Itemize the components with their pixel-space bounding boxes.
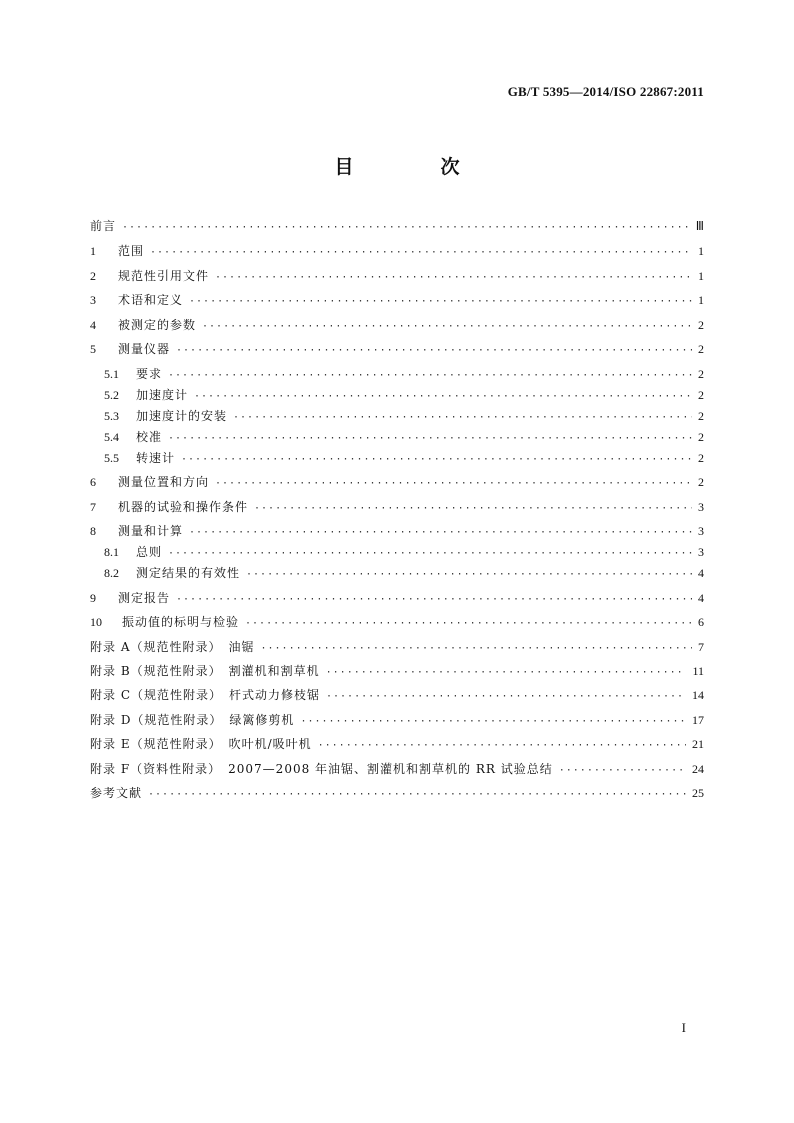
toc-entry-page: 2 [698,430,704,444]
toc-entry-page: 17 [692,713,704,727]
toc-entry-page: 6 [698,615,704,629]
toc-entry[interactable] [104,427,704,447]
toc-entry-label: 附录 E（规范性附录） 吹叶机/吸叶机 [90,737,312,751]
toc-entry-number: 5.2 [104,388,119,402]
toc-entry-label: 术语和定义 [118,293,184,307]
toc-entry[interactable] [90,521,704,541]
dot-leader [318,736,686,756]
dot-leader [246,565,692,585]
toc-entry-label: 测量和计算 [118,524,184,538]
toc-entry-label: 前言 [90,219,117,233]
toc-entry-page: 25 [692,786,704,800]
toc-entry[interactable] [90,637,704,657]
toc-entry-label: 附录 B（规范性附录） 割灌机和割草机 [90,664,320,678]
dot-leader [300,712,686,732]
dot-leader [233,408,692,428]
toc-entry-label: 加速度计的安装 [136,409,228,423]
toc-entry-label: 测定结果的有效性 [136,566,241,580]
toc-entry-label: 要求 [136,367,163,381]
toc-entry[interactable] [104,385,704,405]
toc-entry[interactable] [90,241,704,261]
toc-entry-page: 3 [698,500,704,514]
toc-entry-label: 被测定的参数 [118,318,197,332]
dot-leader [194,387,692,407]
toc-entry-page: 14 [692,688,704,702]
toc-entry-label: 测定报告 [118,591,171,605]
toc-entry-label: 规范性引用文件 [118,269,210,283]
toc-entry[interactable] [90,315,704,335]
toc-entry-number: 6 [90,475,96,489]
toc-entry[interactable] [90,783,704,803]
toc-entry-label: 加速度计 [136,388,189,402]
toc-entry-label: 机器的试验和操作条件 [118,500,249,514]
toc-entry[interactable] [104,563,704,583]
dot-leader [245,614,692,634]
toc-entry-page: 7 [698,640,704,654]
toc-entry-number: 1 [90,244,96,258]
dot-leader [148,785,686,805]
toc-entry-page: 1 [698,293,704,307]
dot-leader [189,292,692,312]
toc-entry[interactable] [90,685,704,705]
toc-entry[interactable] [90,612,704,632]
toc-entry[interactable] [90,759,704,779]
toc-entry-label: 附录 F（资料性附录） 2007—2008 年油锯、割灌机和割草机的 RR 试验总结 [90,762,553,776]
toc-entry-page: 2 [698,388,704,402]
toc-entry-label: 测量仪器 [118,342,171,356]
toc-entry-label: 转速计 [136,451,176,465]
toc-entry-number: 5.3 [104,409,119,423]
toc-entry[interactable] [90,710,704,730]
page-number: I [681,1020,686,1035]
dot-leader [176,341,692,361]
toc-entry[interactable] [90,339,704,359]
toc-entry-number: 10 [90,615,102,629]
dot-leader [559,761,686,781]
toc-entry-label: 测量位置和方向 [118,475,210,489]
toc-entry-label: 范围 [118,244,145,258]
toc-entry[interactable] [90,472,704,492]
toc-entry-page: 2 [698,409,704,423]
toc-entry-page: 11 [692,664,704,678]
toc-entry-number: 5.5 [104,451,119,465]
toc-entry-page: Ⅲ [695,219,704,233]
toc-entry[interactable] [104,364,704,384]
toc-entry-number: 3 [90,293,96,307]
toc-entry-number: 8.2 [104,566,119,580]
toc-entry-page: 4 [698,591,704,605]
toc-entry-label: 附录 D（规范性附录） 绿篱修剪机 [90,713,295,727]
toc-entry[interactable] [90,661,704,681]
toc-entry[interactable] [90,216,704,236]
toc-entry-label: 总则 [136,545,163,559]
toc-entry-number: 5.4 [104,430,119,444]
toc-entry[interactable] [104,406,704,426]
toc-entry[interactable] [90,734,704,754]
toc-entry-page: 2 [698,475,704,489]
dot-leader [189,523,692,543]
dot-leader [326,663,687,683]
toc-entry-page: 2 [698,367,704,381]
toc-entry-page: 2 [698,342,704,356]
toc-entry[interactable] [90,497,704,517]
toc-entry-number: 4 [90,318,96,332]
toc-entry-page: 4 [698,566,704,580]
toc-entry-page: 1 [698,244,704,258]
toc-entry-number: 5.1 [104,367,119,381]
toc-entry[interactable] [90,588,704,608]
dot-leader [215,268,692,288]
dot-leader [254,499,692,519]
toc-entry-label: 参考文献 [90,786,143,800]
toc-entry-page: 2 [698,451,704,465]
standard-code: GB/T 5395—2014/ISO 22867:2011 [507,84,704,99]
toc-entry-page: 24 [692,762,704,776]
dot-leader [181,450,692,470]
toc-entry-page: 21 [692,737,704,751]
dot-leader [215,474,692,494]
dot-leader [122,218,690,238]
toc-entry-label: 校准 [136,430,163,444]
dot-leader [176,590,692,610]
toc-entry-number: 9 [90,591,96,605]
toc-entry-number: 8.1 [104,545,119,559]
toc-entry[interactable] [90,290,704,310]
toc-entry[interactable] [90,266,704,286]
dot-leader [168,429,692,449]
dot-leader [260,639,692,659]
dot-leader [150,243,692,263]
dot-leader [168,366,692,386]
toc-entry-page: 1 [698,269,704,283]
toc-entry-number: 5 [90,342,96,356]
page-title: 目 次 [334,156,494,178]
toc-entry-number: 8 [90,524,96,538]
toc-entry[interactable] [104,542,704,562]
toc-entry-label: 附录 A（规范性附录） 油锯 [90,640,255,654]
dot-leader [168,544,692,564]
toc-entry-label: 附录 C（规范性附录） 杆式动力修枝锯 [90,688,320,702]
dot-leader [202,317,692,337]
toc-entry-page: 3 [698,545,704,559]
toc-entry-label: 振动值的标明与检验 [122,615,240,629]
toc-entry-page: 3 [698,524,704,538]
toc-entry-page: 2 [698,318,704,332]
dot-leader [326,687,686,707]
toc-entry-number: 7 [90,500,96,514]
toc-entry[interactable] [104,448,704,468]
toc-entry-number: 2 [90,269,96,283]
